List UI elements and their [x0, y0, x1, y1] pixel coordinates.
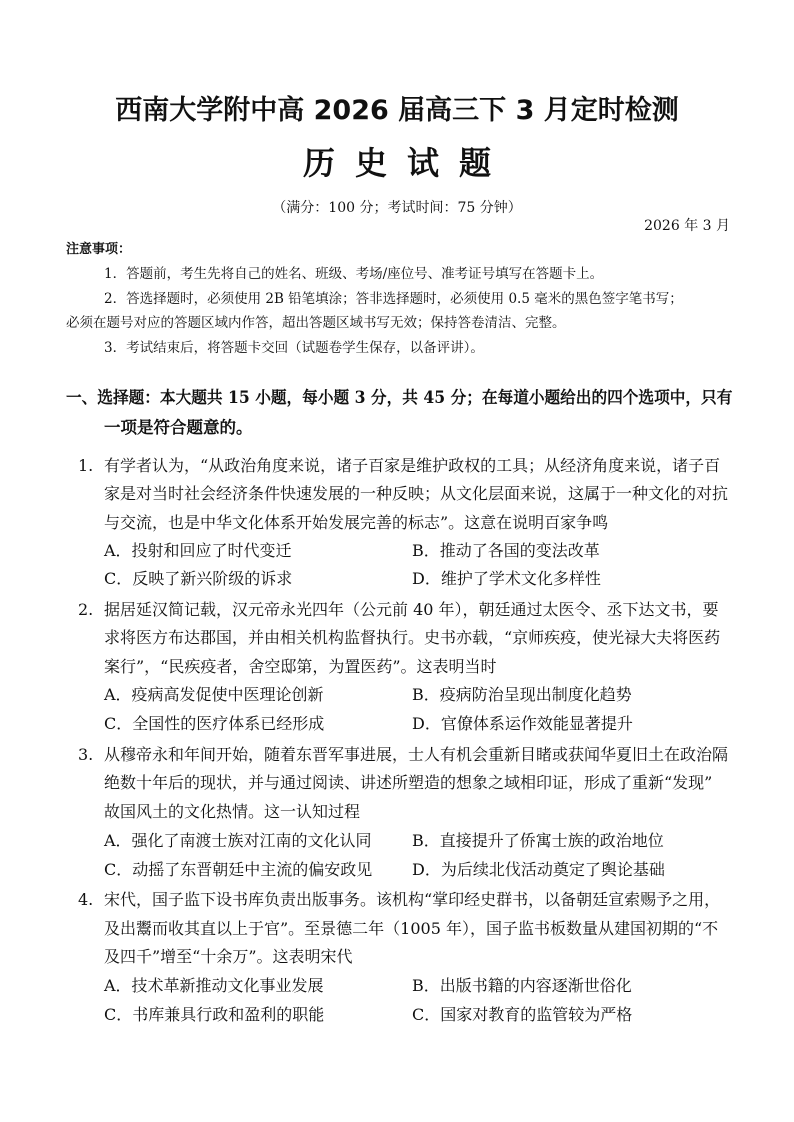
question-text: 案行”，“民疾疫者，舍空邸第，为置医药”。这表明当时 — [104, 657, 497, 676]
option-d: D．维护了学术文化多样性 — [412, 569, 601, 588]
question-text: 绝数十年后的现状，并与通过阅读、讲述所塑造的想象之域相印证，形成了重新“发现” — [104, 773, 713, 792]
option-b: B．出版书籍的内容逐渐世俗化 — [412, 976, 632, 995]
question-text: 与交流，也是中华文化体系开始发展完善的标志”。这意在说明百家争鸣 — [104, 513, 609, 532]
note-line: 1．答题前，考生先将自己的姓名、班级、考场/座位号、准考证号填写在答题卡上。 — [104, 266, 604, 282]
question-number: 2. — [78, 600, 94, 619]
question-text: 及出鬻而收其直以上于官”。至景德二年（1005 年），国子监书板数量从建国初期的“不 — [104, 919, 719, 938]
section-heading-cont: 一项是符合题意的。 — [104, 418, 253, 437]
notes-heading: 注意事项： — [66, 242, 132, 257]
note-line: 3．考试结束后，将答题卡交回（试题卷学生保存，以备评讲）。 — [104, 340, 484, 356]
option-b: B．疫病防治呈现出制度化趋势 — [412, 685, 632, 704]
question-text: 求将医方布达郡国，并由相关机构监督执行。史书亦载，“京师疾疫，使光禄大夫将医药 — [104, 628, 721, 647]
question-text: 据居延汉简记载，汉元帝永光四年（公元前 40 年），朝廷通过太医令、丞下达文书，要 — [104, 600, 719, 619]
score-time-info: （满分：100 分；考试时间：75 分钟） — [272, 200, 522, 216]
option-b: B．直接提升了侨寓士族的政治地位 — [412, 831, 664, 850]
option-a: A．技术革新推动文化事业发展 — [104, 976, 324, 995]
exam-date: 2026 年 3 月 — [644, 218, 730, 234]
question-number: 3. — [78, 745, 94, 764]
question-text: 有学者认为，“从政治角度来说，诸子百家是维护政权的工具；从经济角度来说，诸子百 — [104, 456, 721, 475]
option-a: A．强化了南渡士族对江南的文化认同 — [104, 831, 372, 850]
option-c: C．全国性的医疗体系已经形成 — [104, 714, 325, 733]
option-c: C．反映了新兴阶级的诉求 — [104, 569, 293, 588]
question-text: 家是对当时社会经济条件快速发展的一种反映；从文化层面来说，这属于一种文化的对抗 — [104, 484, 729, 503]
question-text: 宋代，国子监下设书库负责出版事务。该机构“掌印经史群书，以备朝廷宣索赐予之用， — [104, 890, 721, 909]
note-line: 2．答选择题时，必须使用 2B 铅笔填涂；答非选择题时，必须使用 0.5 毫米的黑色签字笔书写； — [104, 291, 683, 307]
question-number: 1. — [78, 456, 94, 475]
section-heading: 一、选择题：本大题共 15 小题，每小题 3 分，共 45 分；在每道小题给出的四个选项中，只有 — [66, 388, 733, 407]
question-text: 及四千”增至“十余万”。这表明宋代 — [104, 947, 353, 966]
question-text: 故国风土的文化热情。这一认知过程 — [104, 802, 361, 821]
option-c: C．动摇了东晋朝廷中主流的偏安政见 — [104, 860, 373, 879]
question-number: 4. — [78, 890, 94, 909]
option-b: B．推动了各国的变法改革 — [412, 541, 600, 560]
option-c: C．书库兼具行政和盈利的职能 — [104, 1005, 325, 1024]
option-d: D．为后续北伐活动奠定了舆论基础 — [412, 860, 665, 879]
question-text: 从穆帝永和年间开始，随着东晋军事进展，士人有机会重新目睹或获闻华夏旧土在政治隔 — [104, 745, 729, 764]
exam-title: 西南大学附中高 2026 届高三下 3 月定时检测 — [115, 95, 679, 126]
note-line: 必须在题号对应的答题区域内作答，超出答题区域书写无效；保持答卷清洁、完整。 — [66, 315, 566, 331]
option-d: D．官僚体系运作效能显著提升 — [412, 714, 633, 733]
option-a: A．投射和回应了时代变迁 — [104, 541, 292, 560]
option-a: A．疫病高发促使中医理论创新 — [104, 685, 324, 704]
option-d: C．国家对教育的监管较为严格 — [412, 1005, 633, 1024]
subject-title: 历史试题 — [302, 144, 511, 182]
